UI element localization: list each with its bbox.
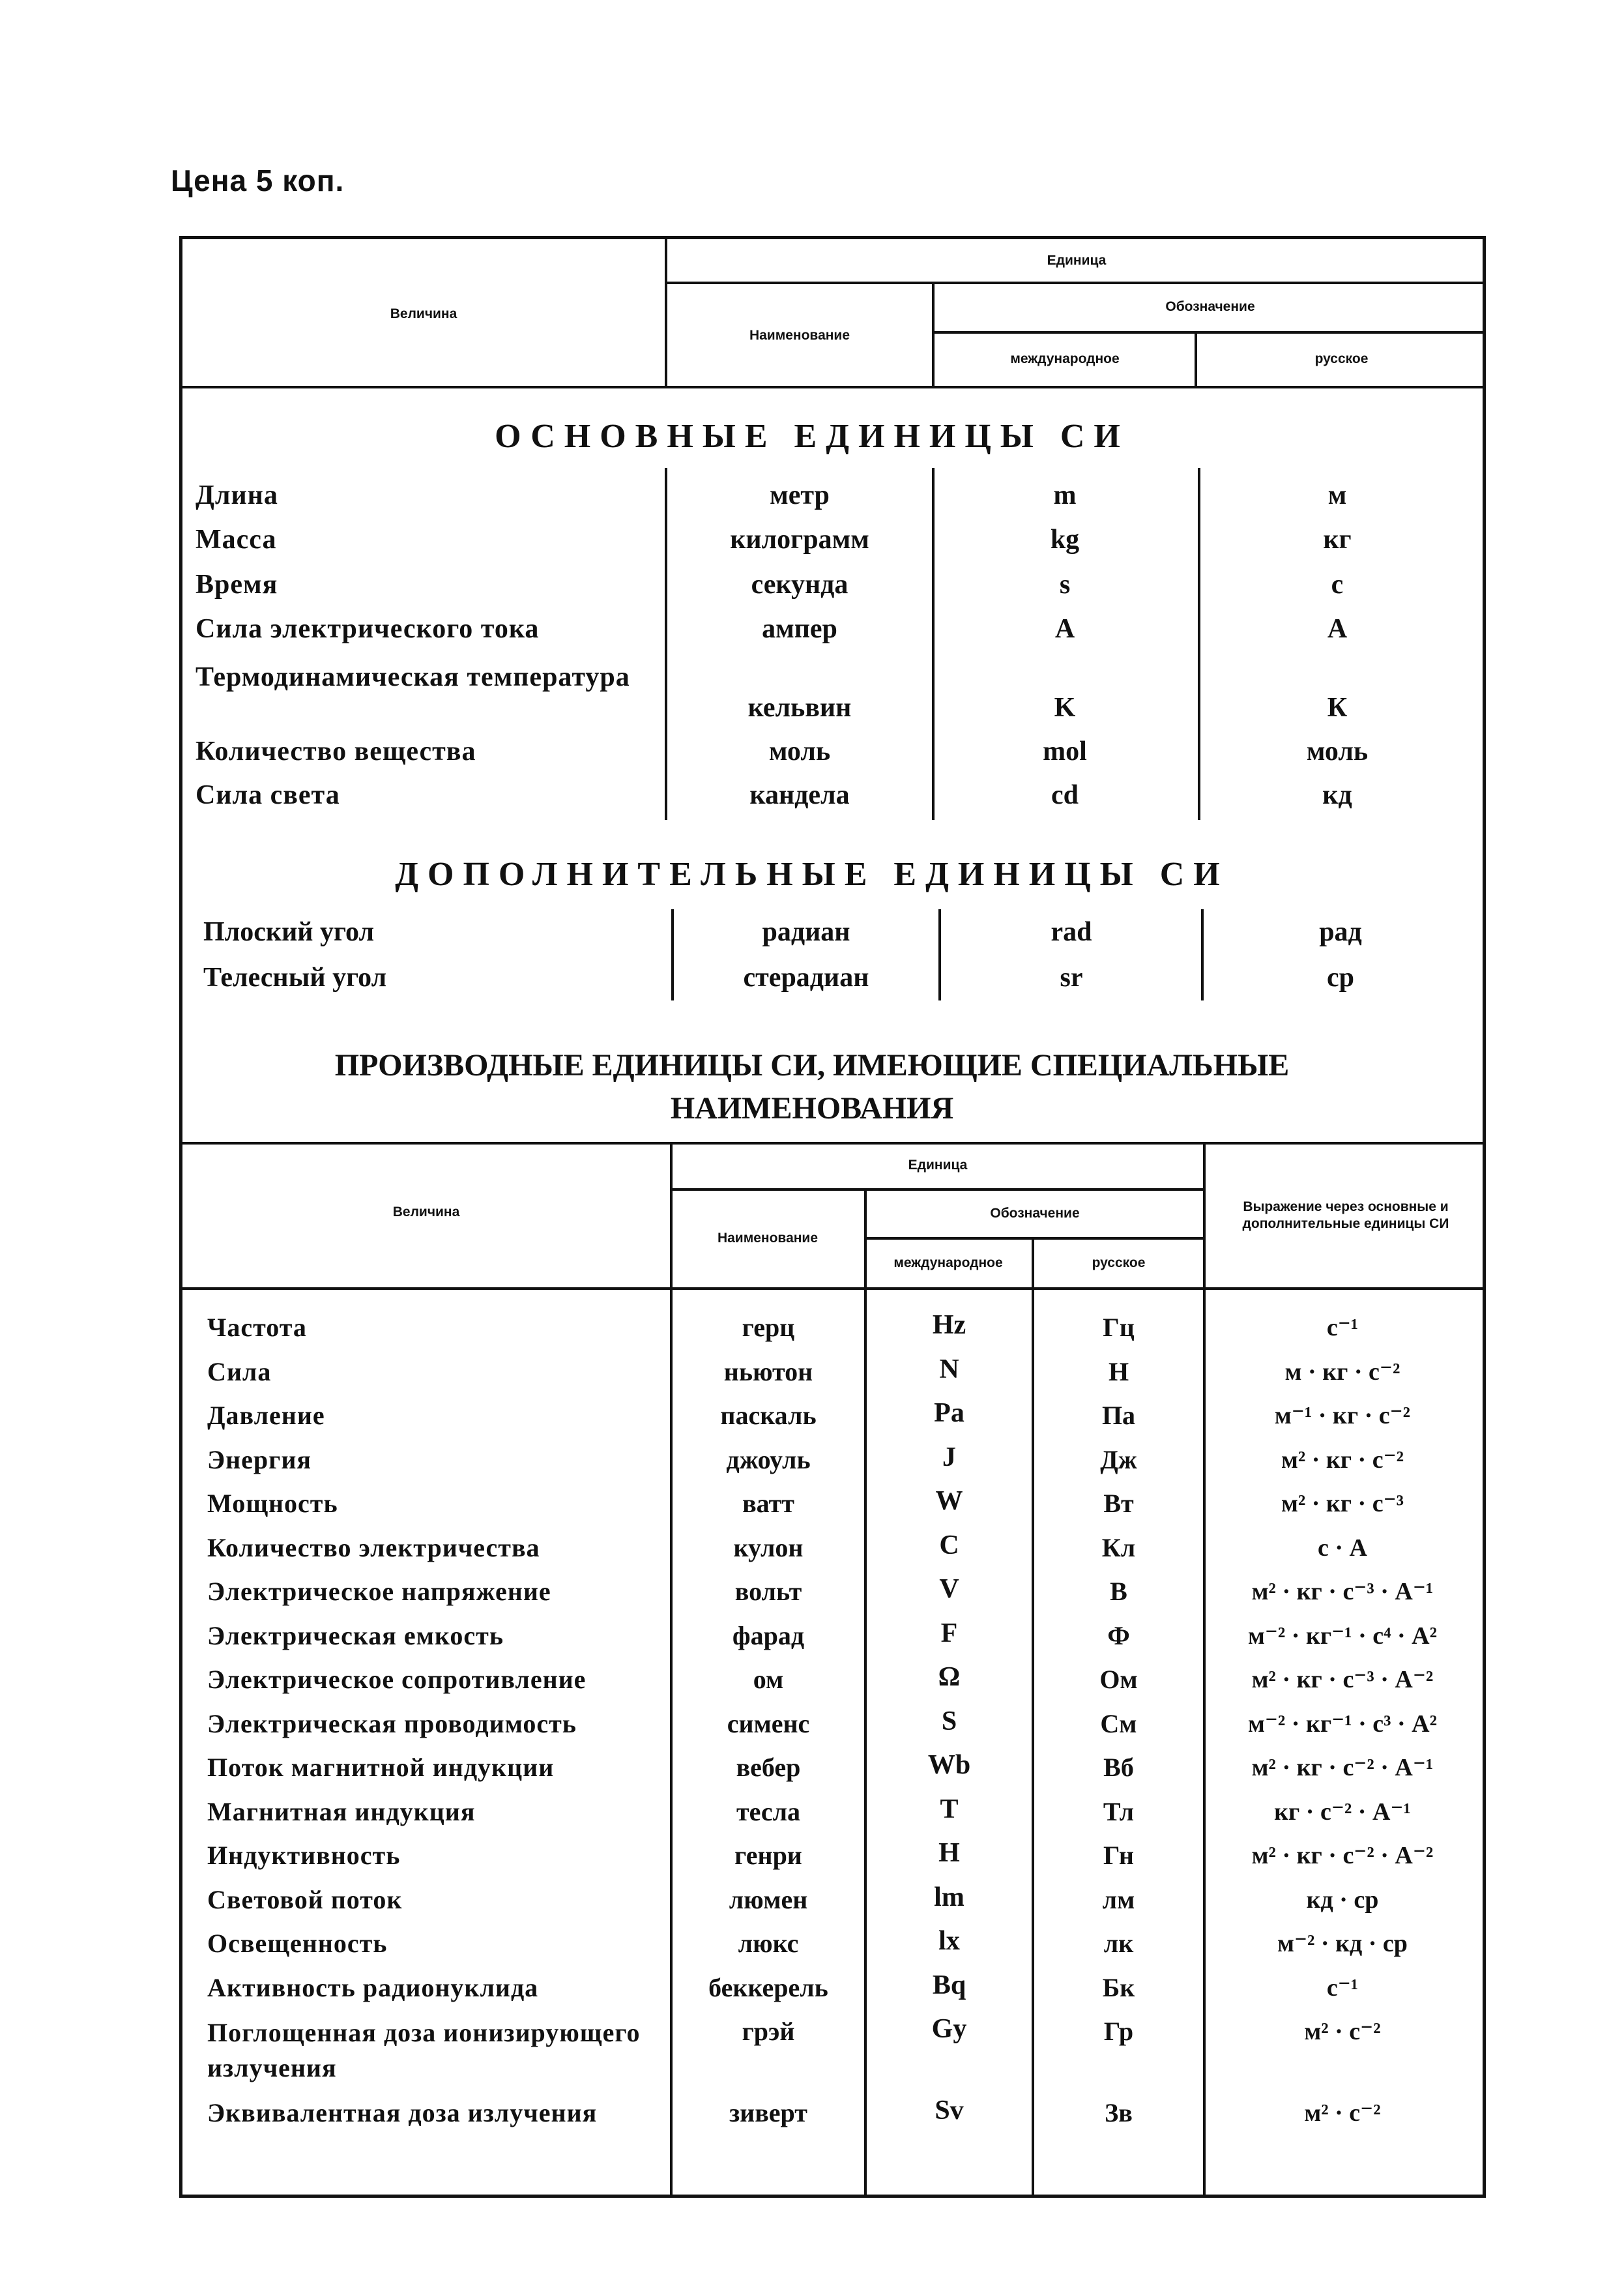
row-unit-name: сименс (727, 1708, 810, 1738)
row-symbol-rus: с (1331, 570, 1344, 600)
column-divider (1198, 468, 1200, 820)
header2-unit: Единица (908, 1157, 968, 1173)
row-quantity: Электрическое сопротивление (207, 1665, 587, 1694)
row-symbol-intl: m (1053, 480, 1077, 510)
row-quantity: Активность радионуклида (207, 1972, 539, 2002)
row-quantity: Количество электричества (207, 1532, 540, 1562)
row-expression: м² · кг · с⁻² (1281, 1446, 1404, 1474)
row-unit-name: радиан (762, 917, 850, 947)
header-russian: русское (1314, 351, 1369, 366)
row-symbol-intl: W (935, 1486, 963, 1516)
row-symbol-rus: Гр (1103, 2017, 1134, 2046)
row-expression: с · А (1318, 1534, 1367, 1562)
row-quantity: Сила (207, 1356, 272, 1386)
row-quantity: Поглощенная доза ионизирующего излучения (207, 2018, 641, 2082)
row-expression: м⁻² · кг⁻¹ · с⁴ · А² (1247, 1622, 1438, 1650)
row-symbol-rus: Дж (1100, 1444, 1137, 1474)
row-quantity: Сила света (196, 780, 340, 810)
header2-international: международное (893, 1255, 1003, 1270)
row-expression: м² · с⁻² (1304, 2099, 1381, 2127)
header2-rule (179, 1287, 1486, 1290)
row-symbol-intl: S (941, 1706, 957, 1736)
row-symbol-intl: cd (1051, 780, 1079, 810)
row-symbol-intl: mol (1043, 737, 1087, 766)
header2-symbol: Обозначение (990, 1205, 1080, 1221)
row-symbol-rus: Зв (1105, 2097, 1133, 2127)
row-symbol-rus: рад (1319, 917, 1362, 947)
row-symbol-rus: Вб (1103, 1753, 1134, 1782)
row-expression: м² · кг · с⁻³ · А⁻² (1251, 1666, 1434, 1693)
row-symbol-intl: lx (938, 1926, 960, 1956)
row-symbol-intl: Hz (932, 1310, 966, 1340)
row-symbol-rus: В (1110, 1577, 1127, 1606)
row-expression: м² · кг · с⁻² · А⁻¹ (1251, 1754, 1434, 1781)
row-quantity: Телесный угол (203, 963, 387, 993)
row-symbol-rus: К (1327, 693, 1348, 723)
row-expression: м⁻² · кг⁻¹ · с³ · А² (1247, 1710, 1438, 1738)
header-international: международное (1010, 351, 1120, 366)
row-unit-name: тесла (736, 1796, 801, 1826)
row-unit-name: вольт (734, 1577, 802, 1606)
row-unit-name: стерадиан (743, 963, 869, 993)
row-symbol-rus: Кл (1101, 1532, 1136, 1562)
row-symbol-rus: ср (1327, 963, 1354, 993)
row-expression: м² · кг · с⁻² · А⁻² (1251, 1842, 1434, 1869)
row-symbol-rus: Ом (1099, 1665, 1138, 1694)
row-quantity: Энергия (207, 1444, 312, 1474)
row-symbol-rus: Вт (1103, 1489, 1134, 1518)
row-unit-name: беккерель (708, 1972, 828, 2002)
header2-expression: Выражение через основные и дополнительные единицы СИ (1242, 1199, 1449, 1231)
row-unit-name: метр (770, 480, 830, 510)
header-symbol: Обозначение (1165, 299, 1255, 314)
row-unit-name: грэй (742, 2017, 795, 2046)
row-unit-name: ватт (742, 1489, 794, 1518)
row-unit-name: секунда (751, 570, 848, 600)
row-symbol-intl: lm (934, 1882, 964, 1912)
row-quantity: Поток магнитной индукции (207, 1753, 555, 1782)
row-quantity: Электрическое напряжение (207, 1577, 551, 1606)
row-unit-name: моль (768, 737, 831, 766)
row-symbol-intl: T (940, 1794, 959, 1824)
column-divider (938, 909, 941, 1000)
row-expression: кг · с⁻² · А⁻¹ (1274, 1798, 1411, 1826)
row-quantity: Масса (196, 525, 277, 555)
row-symbol-intl: kg (1050, 525, 1080, 555)
header-quantity: Величина (390, 306, 457, 321)
section-title-basic: ОСНОВНЫЕ ЕДИНИЦЫ СИ (495, 418, 1129, 455)
row-symbol-rus: А (1327, 614, 1348, 644)
section-title-derived-cont: НАИМЕНОВАНИЯ (670, 1091, 954, 1126)
row-symbol-intl: Pa (934, 1398, 964, 1428)
row-quantity: Количество вещества (196, 737, 476, 766)
row-symbol-intl: J (942, 1442, 956, 1472)
header2-name: Наименование (717, 1230, 819, 1246)
row-quantity: Электрическая проводимость (207, 1708, 577, 1738)
row-unit-name: джоуль (726, 1444, 811, 1474)
row-expression: м² · кг · с⁻³ · А⁻¹ (1251, 1578, 1434, 1605)
row-symbol-rus: Па (1101, 1401, 1136, 1430)
row-unit-name: люмен (729, 1884, 808, 1914)
column-divider (671, 909, 674, 1000)
row-symbol-rus: Тл (1103, 1796, 1135, 1826)
row-unit-name: ньютон (723, 1356, 813, 1386)
column-divider (932, 468, 935, 820)
row-symbol-rus: См (1100, 1708, 1137, 1738)
row-symbol-intl: H (938, 1838, 960, 1868)
row-unit-name: вебер (736, 1753, 801, 1782)
row-unit-name: люкс (738, 1929, 799, 1958)
row-symbol-intl: Gy (931, 2014, 967, 2044)
row-quantity: Мощность (207, 1489, 338, 1518)
row-unit-name: кельвин (747, 693, 852, 723)
row-symbol-rus: лм (1102, 1884, 1135, 1914)
row-expression: кд · ср (1306, 1886, 1379, 1914)
row-expression: м² · с⁻² (1304, 2018, 1381, 2045)
row-symbol-intl: F (940, 1618, 958, 1648)
row-symbol-rus: кг (1323, 525, 1352, 555)
row-unit-name: ампер (762, 614, 837, 644)
row-quantity: Электрическая емкость (207, 1620, 504, 1650)
row-symbol-rus: Ф (1107, 1620, 1130, 1650)
row-quantity: Длина (196, 480, 278, 510)
column-divider (1201, 909, 1204, 1000)
row-symbol-intl: Bq (932, 1970, 966, 2000)
row-symbol-rus: моль (1306, 737, 1369, 766)
row-unit-name: зиверт (729, 2097, 807, 2127)
row-unit-name: кулон (733, 1532, 804, 1562)
row-expression: м⁻¹ · кг · с⁻² (1274, 1402, 1411, 1429)
row-expression: м² · кг · с⁻³ (1281, 1490, 1404, 1517)
row-unit-name: фарад (732, 1620, 805, 1650)
row-symbol-rus: Гц (1103, 1313, 1135, 1342)
row-symbol-rus: м (1327, 480, 1347, 510)
row-symbol-intl: C (939, 1530, 959, 1560)
row-quantity: Сила электрического тока (196, 614, 540, 644)
row-symbol-intl: V (939, 1574, 959, 1604)
row-symbol-intl: Ω (938, 1662, 961, 1692)
row-unit-name: паскаль (720, 1401, 817, 1430)
row-symbol-rus: лк (1103, 1929, 1134, 1958)
row-quantity: Время (196, 570, 278, 600)
row-expression: с⁻¹ (1326, 1314, 1359, 1341)
header-name: Наименование (749, 327, 850, 343)
row-symbol-intl: N (939, 1354, 959, 1384)
row-expression: м · кг · с⁻² (1284, 1358, 1400, 1386)
row-unit-name: килограмм (730, 525, 869, 555)
row-unit-name: генри (734, 1841, 802, 1870)
section-title-supplementary: ДОПОЛНИТЕЛЬНЫЕ ЕДИНИЦЫ СИ (395, 856, 1229, 893)
row-quantity: Индуктивность (207, 1841, 401, 1870)
row-symbol-intl: Wb (927, 1750, 971, 1780)
row-quantity: Магнитная индукция (207, 1796, 476, 1826)
header2-russian: русское (1092, 1255, 1146, 1270)
row-symbol-intl: sr (1060, 963, 1083, 993)
row-quantity: Частота (207, 1313, 307, 1342)
row-quantity: Световой поток (207, 1884, 403, 1914)
row-symbol-rus: Н (1108, 1356, 1129, 1386)
row-quantity: Термодинамическая температура (196, 662, 630, 692)
row-symbol-intl: Sv (935, 2095, 964, 2125)
section-title-derived: ПРОИЗВОДНЫЕ ЕДИНИЦЫ СИ, ИМЕЮЩИЕ СПЕЦИАЛЬНЫЕ (334, 1048, 1290, 1083)
row-unit-name: кандела (749, 780, 850, 810)
row-symbol-intl: s (1059, 570, 1071, 600)
row-quantity: Эквивалентная доза излучения (207, 2097, 598, 2127)
row-symbol-rus: Бк (1102, 1972, 1135, 2002)
row-symbol-intl: A (1054, 614, 1075, 644)
row-quantity: Плоский угол (203, 917, 375, 947)
row-symbol-intl: rad (1051, 917, 1092, 947)
row-symbol-intl: K (1054, 693, 1076, 723)
row-symbol-rus: Гн (1103, 1841, 1134, 1870)
row-unit-name: герц (742, 1313, 795, 1342)
header-rule (179, 386, 1486, 388)
row-symbol-rus: кд (1322, 780, 1352, 810)
row-expression: с⁻¹ (1326, 1974, 1359, 2002)
price-label: Цена 5 коп. (171, 164, 345, 197)
row-quantity: Давление (207, 1401, 325, 1430)
row-quantity: Освещенность (207, 1929, 388, 1958)
row-expression: м⁻² · кд · ср (1277, 1930, 1408, 1957)
header-unit: Единица (1047, 252, 1107, 268)
column-divider (665, 468, 667, 820)
row-unit-name: ом (753, 1665, 784, 1694)
header2-quantity: Величина (392, 1204, 460, 1219)
